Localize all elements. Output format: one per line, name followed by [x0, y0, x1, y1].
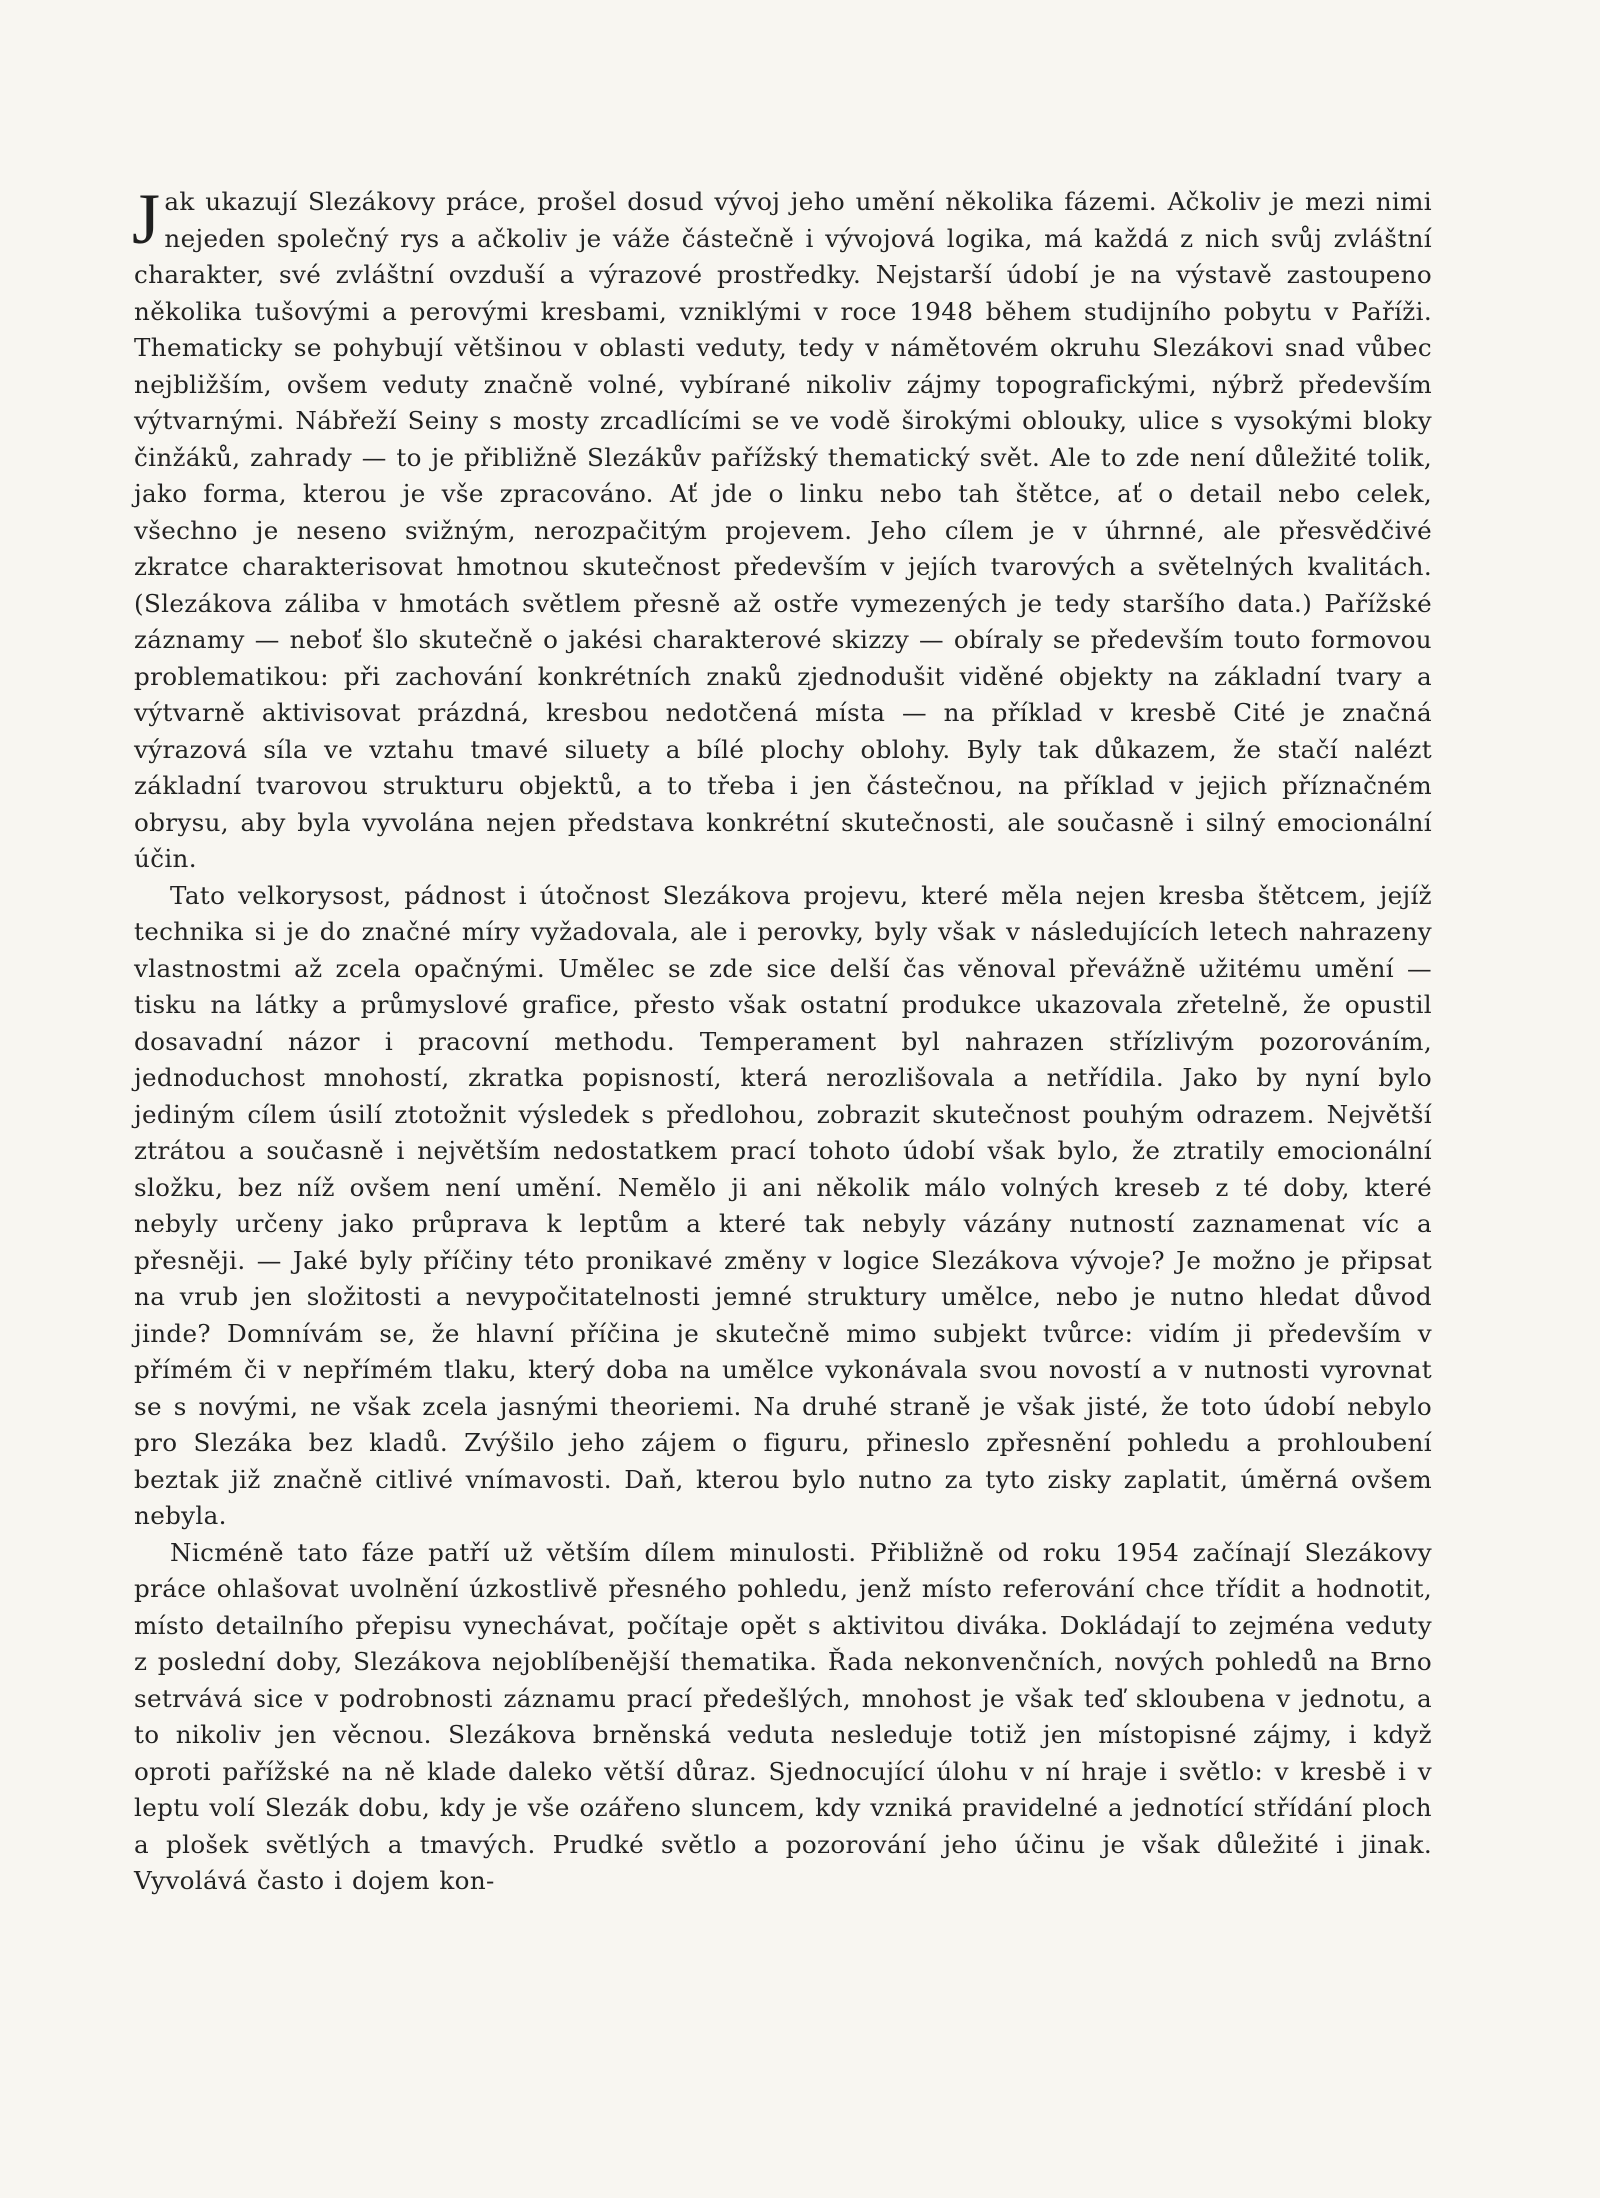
- paragraph-3: Nicméně tato fáze patří už větším dílem minulosti. Přibližně od roku 1954 začínají Slezákovy práce ohlašovat uvolnění úzkostlivě přesného pohledu, jenž místo referování chce třídit a hodnotit, místo detailního přepisu vynechávat, počítaje opět s aktivitou diváka. Dokládají to zejména veduty z poslední doby, Slezákova nejoblíbenější thematika. Řada nekonvenčních, nových pohledů na Brno setrvává sice v podrobnosti záznamu prací předešlých, mnohost je však teď skloubena v jednotu, a to nikoliv jen věcnou. Slezákova brněnská veduta nesleduje totiž jen místopisné zájmy, i když oproti pařížské na ně klade daleko větší důraz. Sjednocující úlohu v ní hraje i světlo: v kresbě i v leptu volí Slezák dobu, kdy je vše ozářeno sluncem, kdy vzniká pravidelné a jednotící střídání ploch a plošek světlých a tmavých. Prudké světlo a pozorování jeho účinu je však důležité i jinak. Vyvolává často i dojem kon-: [134, 1537, 1432, 1895]
- paragraph-1-text: ak ukazují Slezákovy práce, prošel dosud vývoj jeho umění několika fázemi. Ačkoliv je mezi nimi nejeden společný rys a ačkoliv je váže částečně i vývojová logika, má každá z nich svůj zvláštní charakter, své zvláštní ovzduší a výrazové prostředky. Nejstarší údobí je na výstavě zastoupeno několika tušovými a perovými kresbami, vzniklými v roce 1948 během studijního pobytu v Paříži. Thematicky se pohybují většinou v oblasti veduty, tedy v námětovém okruhu Slezákovi snad vůbec nejbližším, ovšem veduty značně volné, vybírané nikoliv zájmy topografickými, nýbrž především výtvarnými. Nábřeží Seiny s mosty zrcadlícími se ve vodě širokými oblouky, ulice s vysokými bloky činžáků, zahrady — to je přibližně Slezákův pařížský thematický svět. Ale to zde není důležité tolik, jako forma, kterou je vše zpracováno. Ať jde o linku nebo tah štětce, ať o detail nebo celek, všechno je neseno svižným, nerozpačitým projevem. Jeho cílem je v úhrnné, ale přesvědčivé zkratce charakterisovat hmotnou skutečnost především v jejích tvarových a světelných kvalitách. (Slezákova záliba v hmotách světlem přesně až ostře vymezených je tedy staršího data.) Pařížské záznamy — neboť šlo skutečně o jakési charakterové skizzy — obíraly se především touto formovou problematikou: při zachování konkrétních znaků zjednodušit viděné objekty na základní tvary a výtvarně aktivisovat prázdná, kresbou nedotčená místa — na příklad v kresbě Cité je značná výrazová síla ve vztahu tmavé siluety a bílé plochy oblohy. Byly tak důkazem, že stačí nalézt základní tvarovou strukturu objektů, a to třeba i jen částečnou, na příklad v jejich příznačném obrysu, aby byla vyvolána nejen představa konkrétní skutečnosti, ale současně i silný emocionální účin.: [134, 187, 1432, 873]
- drop-cap-letter: J: [132, 179, 161, 259]
- paragraph-2: Tato velkorysost, pádnost i útočnost Slezákova projevu, které měla nejen kresba štětcem, jejíž technika si je do značné míry vyžadovala, ale i perovky, byly však v následujících letech nahrazeny vlastnostmi až zcela opačnými. Umělec se zde sice delší čas věnoval převážně užitému umění — tisku na látky a průmyslové grafice, přesto však ostatní produkce ukazovala zřetelně, že opustil dosavadní názor i pracovní methodu. Temperament byl nahrazen střízlivým pozorováním, jednoduchost mnohostí, zkratka popisností, která nerozlišovala a netřídila. Jako by nyní bylo jediným cílem úsilí ztotožnit výsledek s předlohou, zobrazit skutečnost pouhým odrazem. Největší ztrátou a současně i největším nedostatkem prací tohoto údobí však bylo, že ztratily emocionální složku, bez níž ovšem není umění. Nemělo ji ani několik málo volných kreseb z té doby, které nebyly určeny jako průprava k leptům a které tak nebyly vázány nutností zaznamenat víc a přesněji. — Jaké byly příčiny této pronikavé změny v logice Slezákova vývoje? Je možno je připsat na vrub jen složitosti a nevypočitatelnosti jemné struktury umělce, nebo je nutno hledat důvod jinde? Domnívám se, že hlavní příčina je skutečně mimo subjekt tvůrce: vidím ji především v přímém či v nepřímém tlaku, který doba na umělce vykonávala svou novostí a v nutnosti vyrovnat se s novými, ne však zcela jasnými theoriemi. Na druhé straně je však jisté, že toto údobí nebylo pro Slezáka bez kladů. Zvýšilo jeho zájem o figuru, přineslo zpřesnění pohledu a prohloubení beztak již značně citlivé vnímavosti. Daň, kterou bylo nutno za tyto zisky zaplatit, úměrná ovšem nebyla.: [134, 880, 1432, 1530]
- article-body: [132, 179, 1432, 1900]
- paragraph-1: [132, 179, 1432, 878]
